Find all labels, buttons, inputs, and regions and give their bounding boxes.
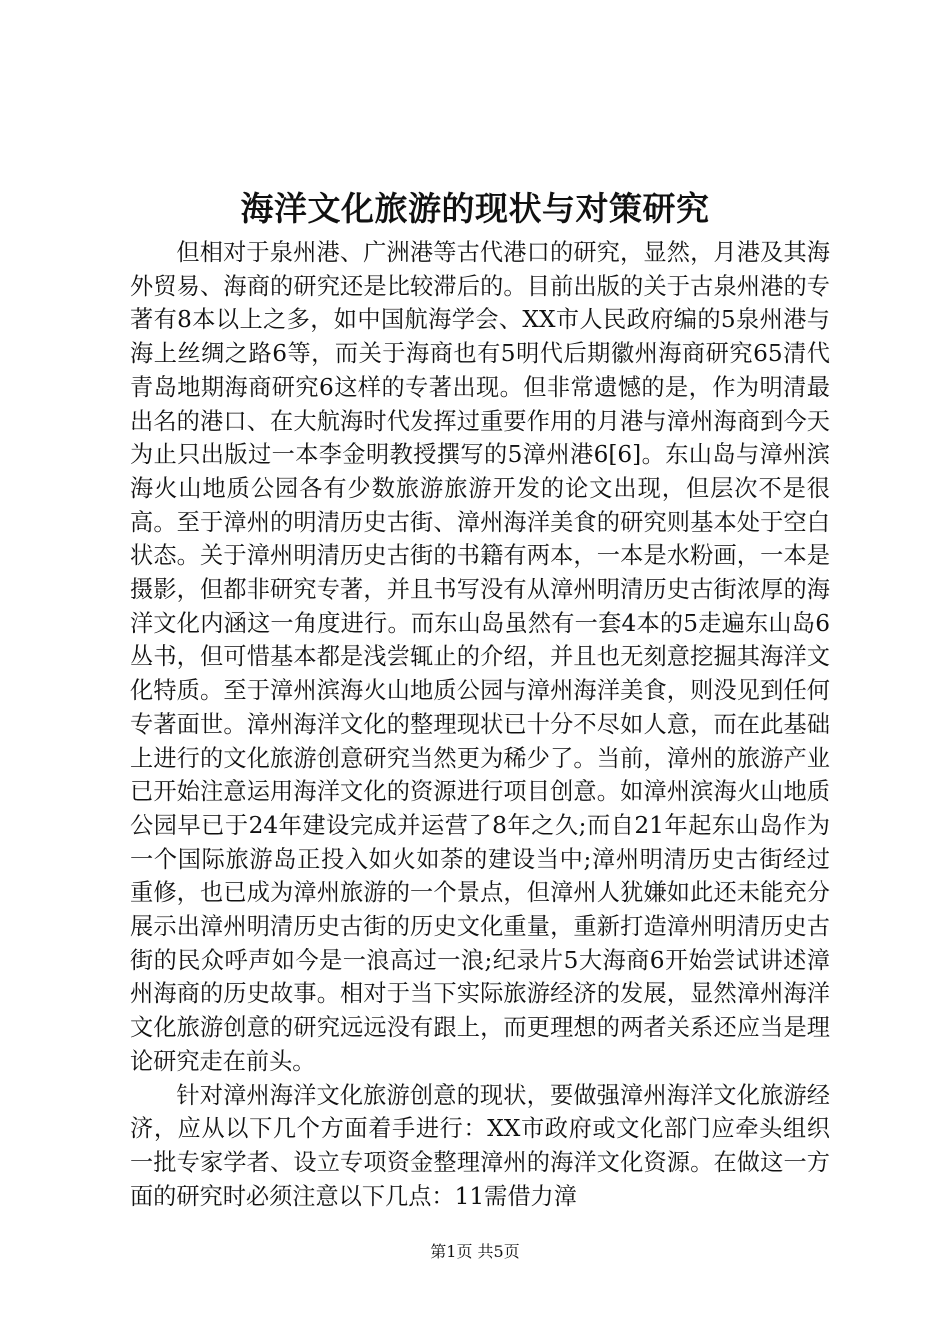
body-paragraph: 针对漳州海洋文化旅游创意的现状，要做强漳州海洋文化旅游经济，应从以下几个方面着手进行：XX市政府或文化部门应牵头组织一批专家学者、设立专项资金整理漳州的海洋文化资源。在做这一方面的研究时必须注意以下几点：11需借力漳 bbox=[130, 1081, 830, 1210]
page-number-footer: 第1页 共5页 bbox=[430, 1242, 520, 1261]
body-paragraph: 但相对于泉州港、广洲港等古代港口的研究，显然，月港及其海外贸易、海商的研究还是比较滞后的。目前出版的关于古泉州港的专著有8本以上之多，如中国航海学会、XX市人民政府编的5泉州港与海上丝绸之路6等，而关于海商也有5明代后期徽州海商研究65清代青岛地期海商研究6这样的专著出现。但非常遗憾的是，作为明清最出名的港口、在大航海时代发挥过重要作用的月港与漳州海商到今天为止只出版过一本李金明教授撰写的5漳州港6[6]。东山岛与漳州滨海火山地质公园各有少数旅游旅游开发的论文出现，但层次不是很高。至于漳州的明清历史古街、漳州海洋美食的研究则基本处于空白状态。关于漳州明清历史古街的书籍有两本，一本是水粉画，一本是摄影，但都非研究专著，并且书写没有从漳州明清历史古街浓厚的海洋文化内涵这一角度进行。而东山岛虽然有一套4本的5走遍东山岛6丛书，但可惜基本都是浅尝辄止的介绍，并且也无刻意挖掘其海洋文化特质。至于漳州滨海火山地质公园与漳州海洋美食，则没见到任何专著面世。漳州海洋文化的整理现状已十分不尽如人意，而在此基础上进行的文化旅游创意研究当然更为稀少了。当前，漳州的旅游产业已开始注意运用海洋文化的资源进行项目创意。如漳州滨海火山地质公园早已于24年建设完成并运营了8年之久;而自21年起东山岛作为一个国际旅游岛正投入如火如荼的建设当中;漳州明清历史古街经过重修，也已成为漳州旅游的一个景点，但漳州人犹嫌如此还未能充分展示出漳州明清历史古街的历史文化重量，重新打造漳州明清历史古街的民众呼声如今是一浪高过一浪;纪录片5大海商6开始尝试讲述漳州海商的历史故事。相对于当下实际旅游经济的发展，显然漳州海洋文化旅游创意的研究远远没有跟上，而更理想的两者关系还应当是理论研究走在前头。 bbox=[130, 239, 830, 1075]
document-body bbox=[130, 236, 830, 1213]
document-title: 海洋文化旅游的现状与对策研究 bbox=[240, 189, 710, 228]
